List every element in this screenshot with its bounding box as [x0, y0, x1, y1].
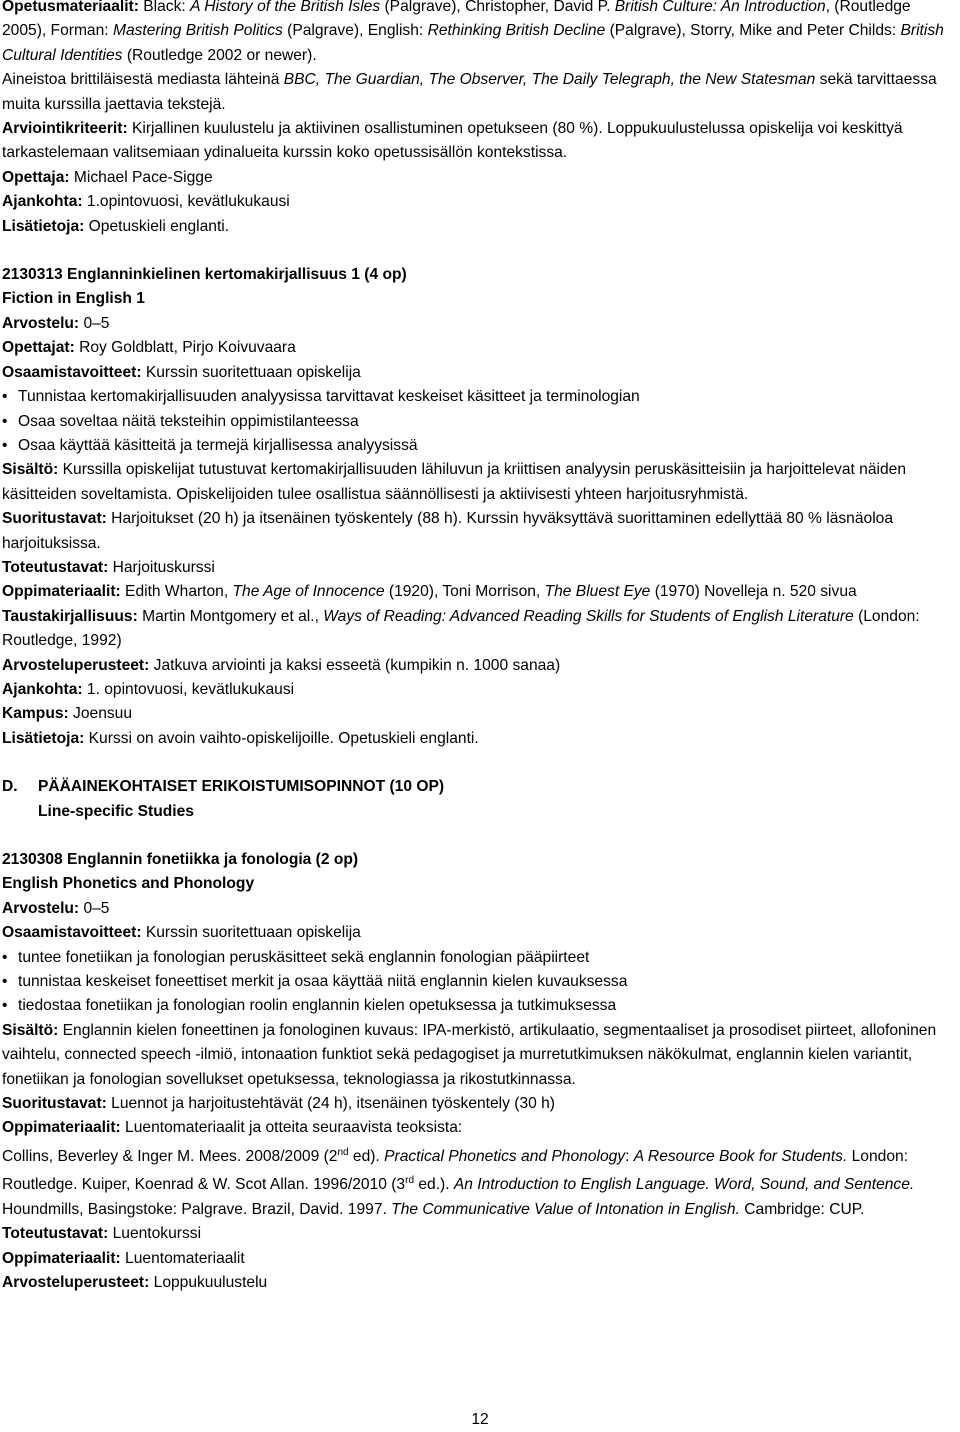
sisalto-text: Englannin kielen foneettinen ja fonologinen kuvaus: IPA-merkistö, artikulaatio, segmentaaliset ja prosodiset piirteet, allofoninen vaihtelu, connected speech -ilmiö, intonaation funktiot sekä pedagogiset ja murretutkimuksen näkökulmat, englannin kielen variantit, fonetiikan ja fonologian sovellukset opetuksessa, teknologiassa ja rikostutkinnassa. [2, 1021, 937, 1088]
course-subheading [2, 287, 957, 311]
text-run: sekä tarvittaessa muita kurssilla jaettavia tekstejä. [2, 71, 937, 113]
suoritustavat-paragraph [2, 507, 957, 556]
list-item: • tuntee fonetiikan ja fonologian peruskäsitteet sekä englannin fonologian pääpiirteet [2, 946, 957, 970]
lisatietoja-label: Lisätietoja: [2, 729, 85, 747]
sisalto-text: Kurssilla opiskelijat tutustuvat kertomakirjallisuuden lähiluvun ja kriittisen analyysin peruskäsitteisiin ja harjoittelevat näiden käsitteiden soveltamista. Opiskelijoiden tulee osallistua säännöllisesti ja aktiivisesti yhteen harjoitusryhmistä. [2, 461, 907, 503]
text-run: Collins, Beverley & Inger M. Mees. 2008/2009 (2 [2, 1148, 338, 1166]
course-heading [2, 263, 957, 287]
book-title: British Cultural Identities [2, 22, 944, 64]
toteutustavat-line [2, 556, 957, 580]
oppimateriaalit-label: Oppimateriaalit: [2, 1249, 121, 1267]
toteutustavat-line [2, 1222, 957, 1246]
text-run: Black: [138, 0, 191, 15]
opettaja-label: Opettaja: [2, 168, 70, 186]
opettajat-value: Roy Goldblatt, Pirjo Koivuvaara [74, 339, 296, 357]
arvostelu-label: Arvostelu: [2, 899, 80, 917]
course-english-title: Fiction in English 1 [2, 290, 145, 308]
book-title: A History of the British Isles [190, 0, 381, 15]
kampus-line [2, 702, 957, 726]
ajankohta-label: Ajankohta: [2, 680, 83, 698]
suoritustavat-label: Suoritustavat: [2, 1095, 107, 1113]
lisatietoja-value: Opetuskieli englanti. [84, 217, 230, 235]
text-run: (1970) Novelleja n. 520 sivua [650, 583, 857, 601]
osaamistavoitteet-line [2, 921, 957, 945]
arvosteluperusteet-label: Arvosteluperusteet: [2, 1274, 150, 1292]
opettaja-value: Michael Pace-Sigge [69, 168, 213, 186]
osaamistavoitteet-value: Kurssin suoritettuaan opiskelija [141, 924, 361, 942]
list-item: • tiedostaa fonetiikan ja fonologian roolin englannin kielen opetuksessa ja tutkimuksessa [2, 994, 957, 1018]
superscript: nd [337, 1146, 349, 1158]
text-run: ed). [348, 1148, 385, 1166]
suoritustavat-value: Luennot ja harjoitustehtävät (24 h), itsenäinen työskentely (30 h) [106, 1095, 556, 1113]
document-page [2, 0, 957, 1296]
course-code-title: 2130308 Englannin fonetiikka ja fonologia (2 op) [2, 851, 359, 868]
lisatietoja-label: Lisätietoja: [2, 217, 85, 235]
page-number: 12 [471, 1411, 489, 1428]
suoritustavat-text: Harjoitukset (20 h) ja itsenäinen työskentely (88 h). Kurssin hyväksyttävä suorittaminen edellyttää 80 % läsnäoloa harjoituksissa. [2, 510, 894, 552]
sisalto-label: Sisältö: [2, 461, 59, 479]
arviointikriteerit-text: Kirjallinen kuulustelu ja aktiivinen osallistuminen opetukseen (80 %). Loppukuulustelussa opiskelija voi keskittyä tarkastelemaan valitsemiaan ydinalueita kurssin koko opetussisällön kontekstissa. [2, 120, 903, 162]
toteutustavat-label: Toteutustavat: [2, 1225, 109, 1243]
lisatietoja-line [2, 215, 957, 239]
osaamistavoitteet-label: Osaamistavoitteet: [2, 924, 142, 942]
toteutustavat-label: Toteutustavat: [2, 558, 109, 576]
lisatietoja-line [2, 727, 957, 751]
oppimateriaalit-label: Oppimateriaalit: [2, 1119, 121, 1137]
text-run: (London: Routledge, 1992) [2, 607, 920, 650]
arvostelu-line [2, 312, 957, 336]
oppimateriaalit-paragraph [2, 580, 957, 604]
references-paragraph [2, 1141, 957, 1223]
aineistoa-paragraph [2, 68, 957, 117]
osaamistavoitteet-label: Osaamistavoitteet: [2, 363, 142, 381]
course-english-title: English Phonetics and Phonology [2, 875, 255, 893]
arvosteluperusteet-value: Jatkuva arviointi ja kaksi esseetä (kumpikin n. 1000 sanaa) [149, 656, 561, 674]
osaamistavoitteet-line [2, 361, 957, 385]
arvosteluperusteet-line [2, 654, 957, 678]
sisalto-paragraph [2, 458, 957, 507]
text-run: Martin Montgomery et al. [137, 607, 315, 625]
oppimateriaalit-line [2, 1247, 957, 1271]
text-run: (Routledge 2002 or newer). [122, 46, 317, 64]
section-heading [2, 775, 957, 799]
ajankohta-line [2, 678, 957, 702]
toteutustavat-value: Luentokurssi [108, 1225, 202, 1243]
opettajat-line [2, 336, 957, 360]
book-title: The Bluest Eye [544, 583, 651, 601]
sisalto-paragraph [2, 1019, 957, 1092]
text-run: ed.). [414, 1176, 454, 1194]
text-run: Houndmills, Basingstoke: Palgrave. Brazil, David. 1997. [2, 1201, 392, 1219]
book-title: Practical Phonetics and Phonology [384, 1148, 626, 1166]
text-run: London: Routledge. Kuiper, Koenrad & W. Scot Allan. 1996/2010 (3 [2, 1148, 908, 1194]
section-subheading [2, 800, 957, 824]
section-letter: D. [2, 778, 18, 796]
arvostelu-value: 0–5 [79, 314, 110, 332]
text-run: Aineistoa brittiläisestä mediasta lähteinä [2, 71, 284, 89]
oppimateriaalit-value: Luentomateriaalit ja otteita seuraavista teoksista: [120, 1119, 463, 1137]
arvostelu-value: 0–5 [79, 899, 110, 917]
sisalto-label: Sisältö: [2, 1021, 59, 1039]
text-run: (Palgrave), Christopher, David P. [380, 0, 615, 15]
text-run: Edith Wharton, [120, 583, 233, 601]
suoritustavat-line [2, 1092, 957, 1116]
kampus-value: Joensuu [68, 705, 133, 723]
taustakirjallisuus-label: Taustakirjallisuus: [2, 607, 138, 625]
arviointikriteerit-label: Arviointikriteerit: [2, 120, 128, 138]
opetusmateriaalit-label: Opetusmateriaalit: [2, 0, 139, 15]
text-run: Cambridge: CUP. [739, 1201, 865, 1219]
ajankohta-value: 1. opintovuosi, kevätlukukausi [82, 680, 295, 698]
arvostelu-label: Arvostelu: [2, 314, 80, 332]
course-heading [2, 848, 957, 872]
arviointikriteerit-paragraph [2, 117, 957, 166]
osaamistavoitteet-value: Kurssin suoritettuaan opiskelija [141, 363, 361, 381]
ajankohta-label: Ajankohta: [2, 193, 83, 211]
book-title: Rethinking British Decline [427, 22, 606, 40]
oppimateriaalit-line [2, 1116, 957, 1140]
opetusmateriaalit-paragraph [2, 0, 957, 68]
text-run: , [314, 607, 324, 625]
text-run: (Palgrave), English: [282, 22, 428, 40]
oppimateriaalit-label: Oppimateriaalit: [2, 583, 121, 601]
book-title: An Introduction to English Language. Word, Sound, and Sentence. [453, 1176, 915, 1194]
course-code-title: 2130313 Englanninkielinen kertomakirjallisuus 1 (4 op) [2, 266, 407, 284]
text-run: : [625, 1148, 634, 1166]
book-title: The Age of Innocence [232, 583, 385, 601]
arvosteluperusteet-line [2, 1271, 957, 1295]
arvosteluperusteet-value: Loppukuulustelu [149, 1274, 268, 1292]
list-item: • Osaa käyttää käsitteitä ja termejä kirjallisessa analyysissä [2, 434, 957, 458]
ajankohta-value: 1.opintovuosi, kevätlukukausi [82, 193, 290, 211]
ajankohta-line [2, 190, 957, 214]
book-title: Ways of Reading: Advanced Reading Skills for Students of English Literature [323, 607, 854, 625]
text-run: (1920), Toni Morrison, [384, 583, 545, 601]
arvostelu-line [2, 897, 957, 921]
lisatietoja-value: Kurssi on avoin vaihto-opiskelijoille. Opetuskieli englanti. [84, 729, 479, 747]
book-title: The Communicative Value of Intonation in English. [391, 1201, 740, 1219]
text-run: , (Routledge 2005), Forman: [2, 0, 911, 40]
list-item: • Tunnistaa kertomakirjallisuuden analyysissa tarvittavat keskeiset käsitteet ja terminologian [2, 385, 957, 409]
book-title: British Culture: An Introduction [614, 0, 826, 15]
superscript: rd [405, 1175, 415, 1187]
opettaja-line [2, 166, 957, 190]
suoritustavat-label: Suoritustavat: [2, 510, 107, 528]
section-title: PÄÄAINEKOHTAISET ERIKOISTUMISOPINNOT (10 OP) [38, 778, 445, 796]
section-subtitle: Line-specific Studies [38, 802, 194, 820]
list-item: • Osaa soveltaa näitä teksteihin oppimistilanteessa [2, 410, 957, 434]
kampus-label: Kampus: [2, 705, 69, 723]
text-run: (Palgrave), Storry, Mike and Peter Childs: [605, 22, 901, 40]
course-subheading [2, 872, 957, 896]
oppimateriaalit-value: Luentomateriaalit [120, 1249, 245, 1267]
book-title: Mastering British Politics [112, 22, 283, 40]
opettajat-label: Opettajat: [2, 339, 75, 357]
toteutustavat-value: Harjoituskurssi [108, 558, 215, 576]
list-item: • tunnistaa keskeiset foneettiset merkit ja osaa käyttää niitä englannin kielen kuvauksessa [2, 970, 957, 994]
book-title: A Resource Book for Students. [633, 1148, 848, 1166]
media-titles: BBC, The Guardian, The Observer, The Daily Telegraph, the New Statesman [283, 71, 816, 89]
arvosteluperusteet-label: Arvosteluperusteet: [2, 656, 150, 674]
taustakirjallisuus-paragraph [2, 605, 957, 654]
